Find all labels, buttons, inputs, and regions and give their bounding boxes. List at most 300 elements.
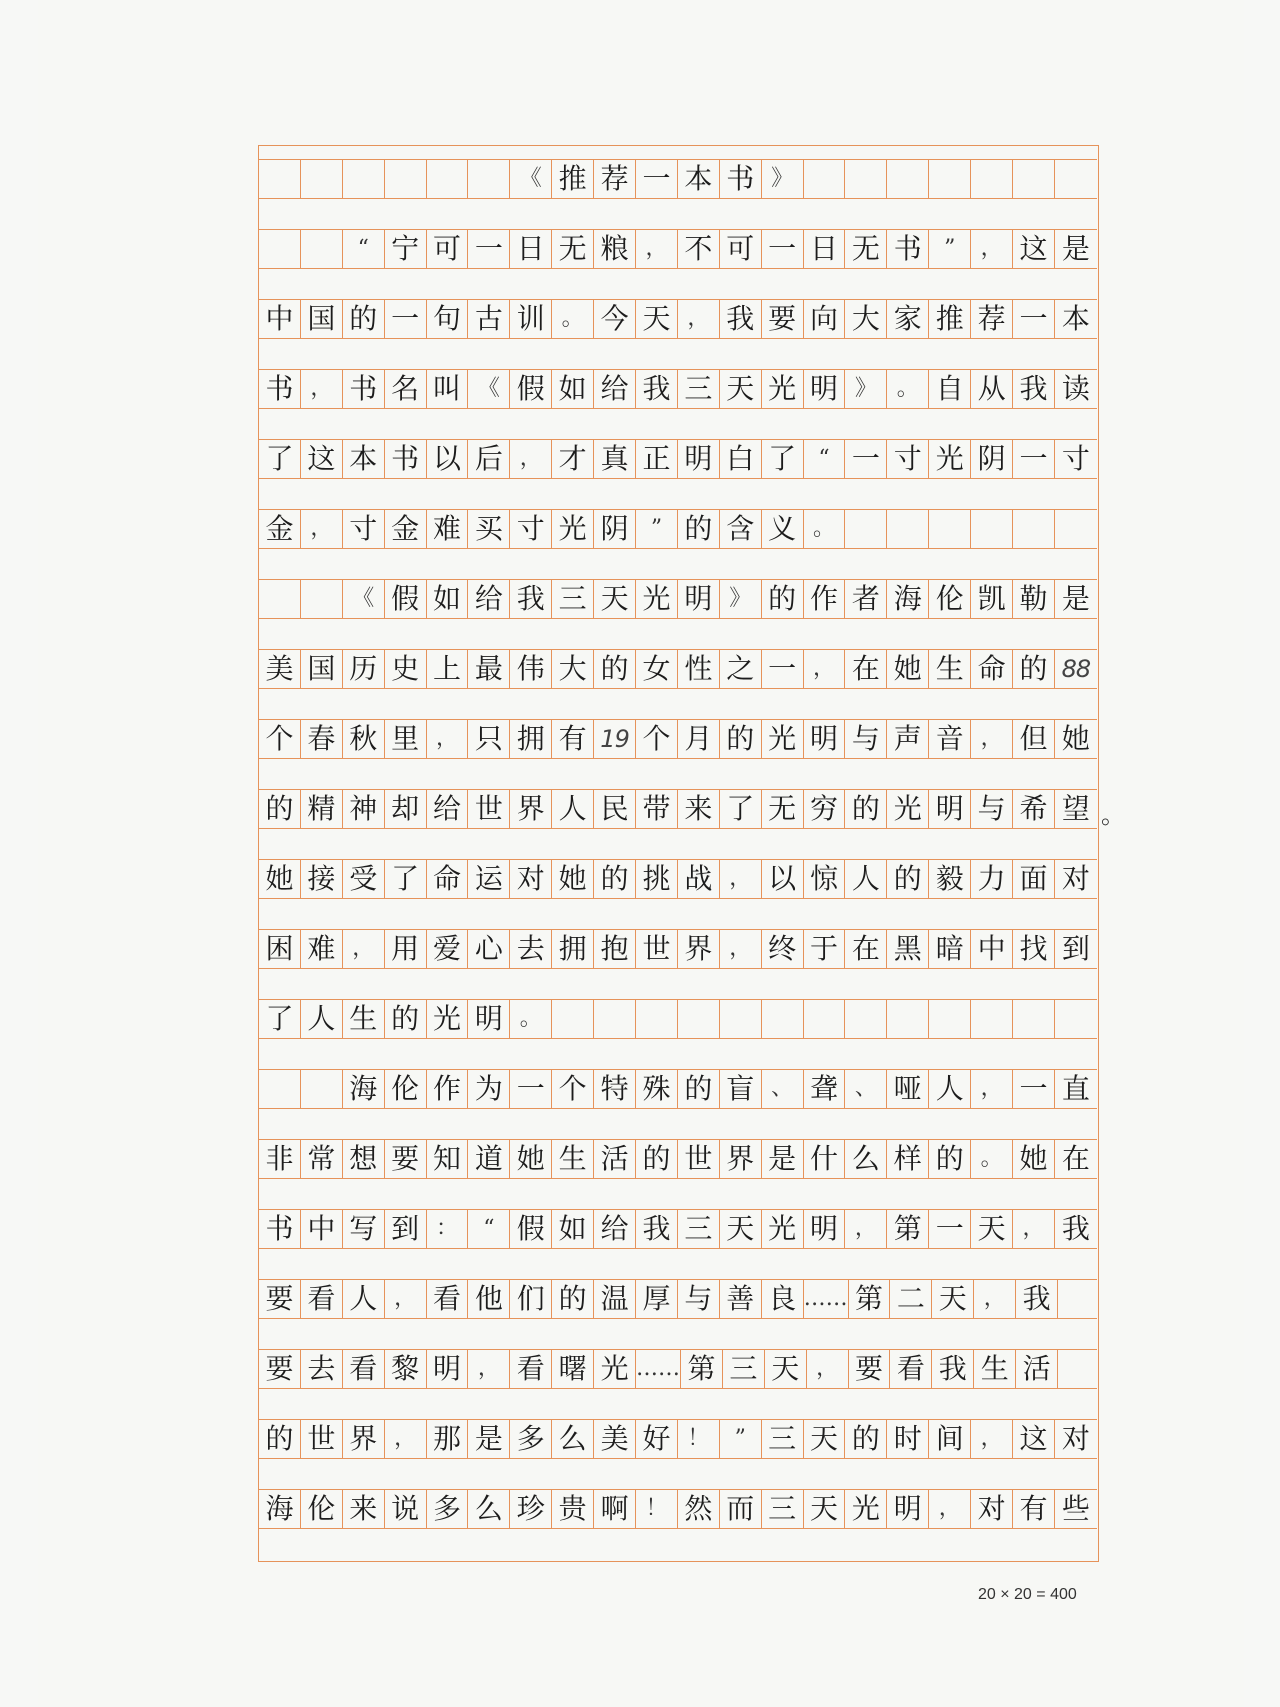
- grid-cell: [929, 510, 971, 548]
- grid-cell: 而: [720, 1490, 762, 1528]
- grid-cell: 这: [1013, 1420, 1055, 1458]
- grid-cell: ，: [971, 1420, 1013, 1458]
- grid-cell: 金: [385, 510, 427, 548]
- grid-cell: 大: [845, 300, 887, 338]
- grid-cell: 天: [804, 1490, 846, 1528]
- grid-cell: 贵: [552, 1490, 594, 1528]
- grid-cell: 日: [804, 230, 846, 268]
- grid-row: [259, 789, 1097, 829]
- grid-row: [259, 1279, 1097, 1319]
- grid-cell: 光: [762, 1210, 804, 1248]
- grid-cell: ！: [636, 1490, 678, 1528]
- grid-cell: 寸: [510, 510, 552, 548]
- grid-cell: 面: [1013, 860, 1055, 898]
- grid-cell: 的: [259, 790, 301, 828]
- grid-cell: 了: [385, 860, 427, 898]
- grid-cell: 88: [1061, 655, 1091, 683]
- grid-cell: 19: [594, 720, 636, 758]
- grid-cell: 一: [845, 440, 887, 478]
- grid-cell: 这: [1013, 230, 1055, 268]
- grid-cell: ，: [636, 230, 678, 268]
- grid-cell: [636, 1000, 678, 1038]
- grid-cell: 才: [552, 440, 594, 478]
- grid-cell: 秋: [343, 720, 385, 758]
- grid-cell: [552, 1000, 594, 1038]
- grid-cell: 什: [804, 1140, 846, 1178]
- grid-row: [259, 859, 1097, 899]
- grid-cell: 她: [510, 1140, 552, 1178]
- grid-cell: 女: [636, 650, 678, 688]
- grid-cell: 要: [849, 1350, 891, 1388]
- grid-cell: 界: [720, 1140, 762, 1178]
- grid-cell: 活: [1016, 1350, 1058, 1388]
- grid-cell: 人: [929, 1070, 971, 1108]
- grid-cell: 凯: [971, 580, 1013, 618]
- grid-cell: 之: [720, 650, 762, 688]
- grid-cell: 光: [427, 1000, 469, 1038]
- grid-cell: 来: [343, 1490, 385, 1528]
- grid-cell: 三: [678, 370, 720, 408]
- grid-cell: 光: [845, 1490, 887, 1528]
- grid-cell: 。: [971, 1140, 1013, 1178]
- grid-cell: 一: [762, 230, 804, 268]
- grid-cell: 看: [301, 1280, 343, 1318]
- grid-cell: 音: [929, 720, 971, 758]
- grid-cell: ：: [427, 1210, 469, 1248]
- grid-cell: 以: [762, 860, 804, 898]
- grid-cell: 无: [762, 790, 804, 828]
- grid-cell: 生: [552, 1140, 594, 1178]
- grid-cell: 我: [636, 370, 678, 408]
- grid-cell: 义: [762, 510, 804, 548]
- grid-cell: 神: [343, 790, 385, 828]
- grid-cell: 看: [510, 1350, 552, 1388]
- grid-cell: 的: [845, 1420, 887, 1458]
- grid-cell: 珍: [510, 1490, 552, 1528]
- grid-cell: [971, 160, 1013, 198]
- grid-cell: 道: [468, 1140, 510, 1178]
- grid-cell: [259, 160, 301, 198]
- grid-cell: 一: [510, 1070, 552, 1108]
- grid-cell: [720, 1000, 762, 1038]
- grid-cell: 哑: [887, 1070, 929, 1108]
- grid-cell: 金: [259, 510, 301, 548]
- grid-cell: 么: [468, 1490, 510, 1528]
- grid-cell: 里: [385, 720, 427, 758]
- grid-cell: [1013, 1000, 1055, 1038]
- grid-cell: 了: [259, 1000, 301, 1038]
- grid-cell: “: [343, 230, 385, 268]
- grid-cell: 天: [765, 1350, 807, 1388]
- grid-cell: 自: [929, 370, 971, 408]
- grid-cell: 有: [552, 720, 594, 758]
- grid-cell: 民: [594, 790, 636, 828]
- grid-cell: [971, 1000, 1013, 1038]
- grid-cell: 拥: [510, 720, 552, 758]
- grid-cell: 常: [301, 1140, 343, 1178]
- grid-cell: 《: [468, 370, 510, 408]
- grid-cell: 光: [762, 370, 804, 408]
- grid-cell: 。: [510, 1000, 552, 1038]
- grid-cell: 是: [468, 1420, 510, 1458]
- grid-cell: 人: [552, 790, 594, 828]
- grid-cell: 的: [929, 1140, 971, 1178]
- grid-cell: ……: [636, 1350, 681, 1388]
- grid-cell: ，: [385, 1280, 427, 1318]
- grid-cell: 直: [1061, 1072, 1090, 1105]
- grid-cell: 给: [594, 370, 636, 408]
- grid-cell: 三: [762, 1420, 804, 1458]
- grid-cell: [1055, 1000, 1097, 1038]
- grid-cell: 个: [636, 720, 678, 758]
- grid-cell: 史: [385, 650, 427, 688]
- grid-cell: 性: [678, 650, 720, 688]
- grid-cell: 生: [343, 1000, 385, 1038]
- grid-cell: 界: [343, 1420, 385, 1458]
- grid-cell: 个: [259, 720, 301, 758]
- grid-cell: 的: [594, 860, 636, 898]
- grid-cell: 寸: [887, 440, 929, 478]
- grid-cell: [1058, 1350, 1100, 1388]
- grid-cell: 明: [804, 370, 846, 408]
- grid-cell: 生: [974, 1350, 1016, 1388]
- grid-cell: [1013, 160, 1055, 198]
- grid-cell: 。: [804, 510, 846, 548]
- grid-cell: 。: [552, 300, 594, 338]
- grid-row: [259, 649, 1097, 689]
- grid-cell: 穷: [804, 790, 846, 828]
- grid-cell: 力: [971, 860, 1013, 898]
- grid-cell: 三: [762, 1490, 804, 1528]
- grid-cell: ，: [929, 1490, 971, 1528]
- grid-cell: 书: [720, 160, 762, 198]
- grid-cell: 盲: [720, 1070, 762, 1108]
- grid-cell: [343, 160, 385, 198]
- grid-cell: 要: [385, 1140, 427, 1178]
- grid-cell: 《: [510, 160, 552, 198]
- grid-cell: 推: [929, 300, 971, 338]
- grid-cell: 天: [971, 1210, 1013, 1248]
- grid-cell: 光: [552, 510, 594, 548]
- grid-row: [259, 999, 1097, 1039]
- grid-row: [259, 1209, 1097, 1249]
- grid-cell: 难: [301, 930, 343, 968]
- grid-cell: 生: [929, 650, 971, 688]
- grid-cell: 叫: [427, 370, 469, 408]
- grid-cell: [887, 510, 929, 548]
- grid-cell: 么: [552, 1420, 594, 1458]
- grid-cell: 希: [1013, 790, 1055, 828]
- grid-cell: 美: [594, 1420, 636, 1458]
- grid-cell: 。: [887, 370, 929, 408]
- grid-cell: 多: [427, 1490, 469, 1528]
- grid-cell: 我: [932, 1350, 974, 1388]
- grid-cell: 他: [468, 1280, 510, 1318]
- grid-cell: 天: [594, 580, 636, 618]
- grid-cell: 训: [510, 300, 552, 338]
- grid-cell: 第: [849, 1280, 891, 1318]
- grid-cell: 对: [971, 1490, 1013, 1528]
- grid-cell: ，: [468, 1350, 510, 1388]
- grid-cell: 伟: [510, 650, 552, 688]
- grid-cell: 后: [468, 440, 510, 478]
- grid-cell: 国: [301, 650, 343, 688]
- grid-cell: [929, 160, 971, 198]
- grid-cell: “: [468, 1210, 510, 1248]
- grid-cell: 的: [343, 300, 385, 338]
- grid-cell: 人: [343, 1280, 385, 1318]
- grid-cell: 我: [720, 300, 762, 338]
- grid-cell: 世: [468, 790, 510, 828]
- grid-cell: 光: [762, 720, 804, 758]
- grid-cell: 困: [259, 930, 301, 968]
- grid-cell: 海: [259, 1490, 301, 1528]
- grid-cell: [259, 580, 301, 618]
- grid-cell: 要: [259, 1350, 301, 1388]
- grid-cell: 受: [343, 860, 385, 898]
- grid-row: [259, 579, 1097, 619]
- grid-cell: 爱: [427, 930, 469, 968]
- grid-cell: 么: [845, 1140, 887, 1178]
- grid-cell: [887, 160, 929, 198]
- grid-cell: ，: [720, 860, 762, 898]
- grid-cell: 书: [259, 1210, 301, 1248]
- grid-cell: 是: [762, 1140, 804, 1178]
- grid-cell: 世: [301, 1420, 343, 1458]
- grid-cell: 看: [427, 1280, 469, 1318]
- grid-cell: ，: [1013, 1210, 1055, 1248]
- grid-cell: 月: [678, 720, 720, 758]
- grid-cell: [762, 1000, 804, 1038]
- grid-cell: 明: [929, 790, 971, 828]
- grid-cell: [301, 580, 343, 618]
- grid-cell: 天: [636, 300, 678, 338]
- grid-row: [259, 1139, 1097, 1179]
- grid-cell: 她: [259, 860, 301, 898]
- grid-cell: 的: [720, 720, 762, 758]
- grid-cell: 一: [385, 300, 427, 338]
- grid-cell: [678, 1000, 720, 1038]
- grid-cell: 给: [468, 580, 510, 618]
- grid-cell: 了: [259, 440, 301, 478]
- grid-cell: 历: [343, 650, 385, 688]
- grid-cell: ，: [301, 510, 343, 548]
- grid-cell: 买: [468, 510, 510, 548]
- grid-cell: 海: [343, 1070, 385, 1108]
- grid-cell: 殊: [636, 1070, 678, 1108]
- grid-cell: 天: [720, 1210, 762, 1248]
- grid-cell: 明: [804, 720, 846, 758]
- grid-cell: 读: [1061, 372, 1090, 405]
- grid-cell: ！: [678, 1420, 720, 1458]
- grid-cell: 名: [385, 370, 427, 408]
- grid-cell: 光: [594, 1350, 636, 1388]
- grid-cell: ”: [720, 1420, 762, 1458]
- grid-cell: 对: [1061, 1422, 1090, 1455]
- grid-cell: ”: [636, 510, 678, 548]
- grid-cell: 本: [678, 160, 720, 198]
- grid-cell: “: [804, 440, 846, 478]
- grid-cell: 作: [427, 1070, 469, 1108]
- grid-cell: 命: [427, 860, 469, 898]
- grid-cell: 一: [762, 650, 804, 688]
- grid-cell: 于: [804, 930, 846, 968]
- grid-cell: 到: [1061, 932, 1090, 965]
- grid-cell: 假: [510, 370, 552, 408]
- grid-row: [259, 1349, 1097, 1389]
- grid-cell: 在: [845, 930, 887, 968]
- grid-cell: ，: [971, 230, 1013, 268]
- grid-row: [259, 229, 1097, 269]
- grid-cell: 明: [678, 440, 720, 478]
- grid-cell: 荐: [594, 160, 636, 198]
- grid-cell: 明: [678, 580, 720, 618]
- grid-cell: 寸: [1061, 442, 1090, 475]
- grid-cell: ，: [974, 1280, 1016, 1318]
- grid-cell: 》: [720, 580, 762, 618]
- grid-cell: 书: [385, 440, 427, 478]
- grid-cell: 看: [343, 1350, 385, 1388]
- grid-cell: 光: [929, 440, 971, 478]
- grid-cell: 到: [385, 1210, 427, 1248]
- grid-cell: 伦: [385, 1070, 427, 1108]
- grid-cell: 中: [971, 930, 1013, 968]
- grid-cell: ，: [845, 1210, 887, 1248]
- grid-cell: ……: [804, 1280, 849, 1318]
- grid-cell: 天: [720, 370, 762, 408]
- grid-cell: [301, 1070, 343, 1108]
- grid-cell: 本: [343, 440, 385, 478]
- grid-cell: [259, 230, 301, 268]
- grid-cell: 书: [887, 230, 929, 268]
- grid-cell: 聋: [804, 1070, 846, 1108]
- grid-cell: ，: [804, 650, 846, 688]
- grid-cell: 假: [385, 580, 427, 618]
- grid-cell: 暗: [929, 930, 971, 968]
- grid-cell: 三: [678, 1210, 720, 1248]
- grid-cell: ”: [929, 230, 971, 268]
- grid-cell: 终: [762, 930, 804, 968]
- grid-cell: 的: [385, 1000, 427, 1038]
- grid-cell: 非: [259, 1140, 301, 1178]
- grid-cell: 人: [845, 860, 887, 898]
- overflow-period: 。: [1101, 801, 1125, 829]
- grid-cell: 向: [804, 300, 846, 338]
- grid-cell: 样: [887, 1140, 929, 1178]
- grid-cell: 战: [678, 860, 720, 898]
- grid-cell: 了: [720, 790, 762, 828]
- page-sheet: [38, 0, 1244, 1707]
- grid-cell: 活: [594, 1140, 636, 1178]
- grid-cell: 含: [720, 510, 762, 548]
- grid-cell: 句: [427, 300, 469, 338]
- grid-cell: 却: [385, 790, 427, 828]
- grid-cell: 我: [1013, 370, 1055, 408]
- grid-cell: 可: [427, 230, 469, 268]
- grid-cell: [1055, 510, 1097, 548]
- grid-cell: 看: [890, 1350, 932, 1388]
- grid-cell: 明: [887, 1490, 929, 1528]
- grid-cell: 给: [594, 1210, 636, 1248]
- grid-cell: 光: [887, 790, 929, 828]
- grid-cell: ，: [720, 930, 762, 968]
- grid-cell: 的: [762, 580, 804, 618]
- grid-cell: 善: [720, 1280, 762, 1318]
- grid-cell: 与: [678, 1280, 720, 1318]
- grid-cell: 要: [259, 1280, 301, 1318]
- grid-cell: 是: [1061, 582, 1090, 615]
- grid-cell: 可: [720, 230, 762, 268]
- grid-cell: 她: [552, 860, 594, 898]
- grid-cell: 假: [510, 1210, 552, 1248]
- grid-cell: [594, 1000, 636, 1038]
- grid-cell: 要: [762, 300, 804, 338]
- grid-cell: 望: [1061, 792, 1090, 825]
- grid-cell: 些: [1061, 1492, 1090, 1525]
- grid-cell: 声: [887, 720, 929, 758]
- grid-cell: 去: [301, 1350, 343, 1388]
- grid-row: [259, 719, 1097, 759]
- grid-cell: 一: [636, 160, 678, 198]
- grid-cell: 的: [636, 1140, 678, 1178]
- grid-cell: 的: [594, 650, 636, 688]
- grid-cell: 粮: [594, 230, 636, 268]
- grid-cell: 写: [343, 1210, 385, 1248]
- grid-cell: ，: [510, 440, 552, 478]
- grid-cell: 天: [932, 1280, 974, 1318]
- grid-cell: 一: [1013, 440, 1055, 478]
- grid-cell: 日: [510, 230, 552, 268]
- grid-cell: 《: [343, 580, 385, 618]
- grid-cell: [1013, 510, 1055, 548]
- grid-cell: 找: [1013, 930, 1055, 968]
- grid-cell: [845, 160, 887, 198]
- grid-cell: 如: [552, 370, 594, 408]
- grid-cell: 荐: [971, 300, 1013, 338]
- grid-cell: 用: [385, 930, 427, 968]
- grid-cell: 的: [678, 1070, 720, 1108]
- grid-cell: [929, 1000, 971, 1038]
- grid-cell: 界: [510, 790, 552, 828]
- grid-cell: 精: [301, 790, 343, 828]
- word-count-label: 20 × 20 = 400: [978, 1586, 1077, 1603]
- grid-cell: 海: [887, 580, 929, 618]
- grid-cell: 温: [594, 1280, 636, 1318]
- grid-cell: 一: [929, 1210, 971, 1248]
- grid-cell: ，: [971, 720, 1013, 758]
- grid-cell: 从: [971, 370, 1013, 408]
- grid-cell: 》: [845, 370, 887, 408]
- grid-cell: 我: [1016, 1280, 1058, 1318]
- grid-cell: 伦: [301, 1490, 343, 1528]
- grid-cell: 良: [762, 1280, 804, 1318]
- grid-cell: 我: [1061, 1212, 1090, 1245]
- grid-cell: [845, 1000, 887, 1038]
- grid-cell: 好: [636, 1420, 678, 1458]
- grid-row: [259, 1069, 1097, 1109]
- grid-cell: 家: [887, 300, 929, 338]
- grid-cell: 惊: [804, 860, 846, 898]
- grid-cell: 书: [343, 370, 385, 408]
- grid-cell: 与: [971, 790, 1013, 828]
- grid-cell: ，: [678, 300, 720, 338]
- grid-cell: ，: [301, 370, 343, 408]
- grid-cell: 第: [887, 1210, 929, 1248]
- grid-cell: 光: [636, 580, 678, 618]
- grid-row: [259, 1419, 1097, 1459]
- grid-cell: 明: [804, 1210, 846, 1248]
- grid-cell: [301, 160, 343, 198]
